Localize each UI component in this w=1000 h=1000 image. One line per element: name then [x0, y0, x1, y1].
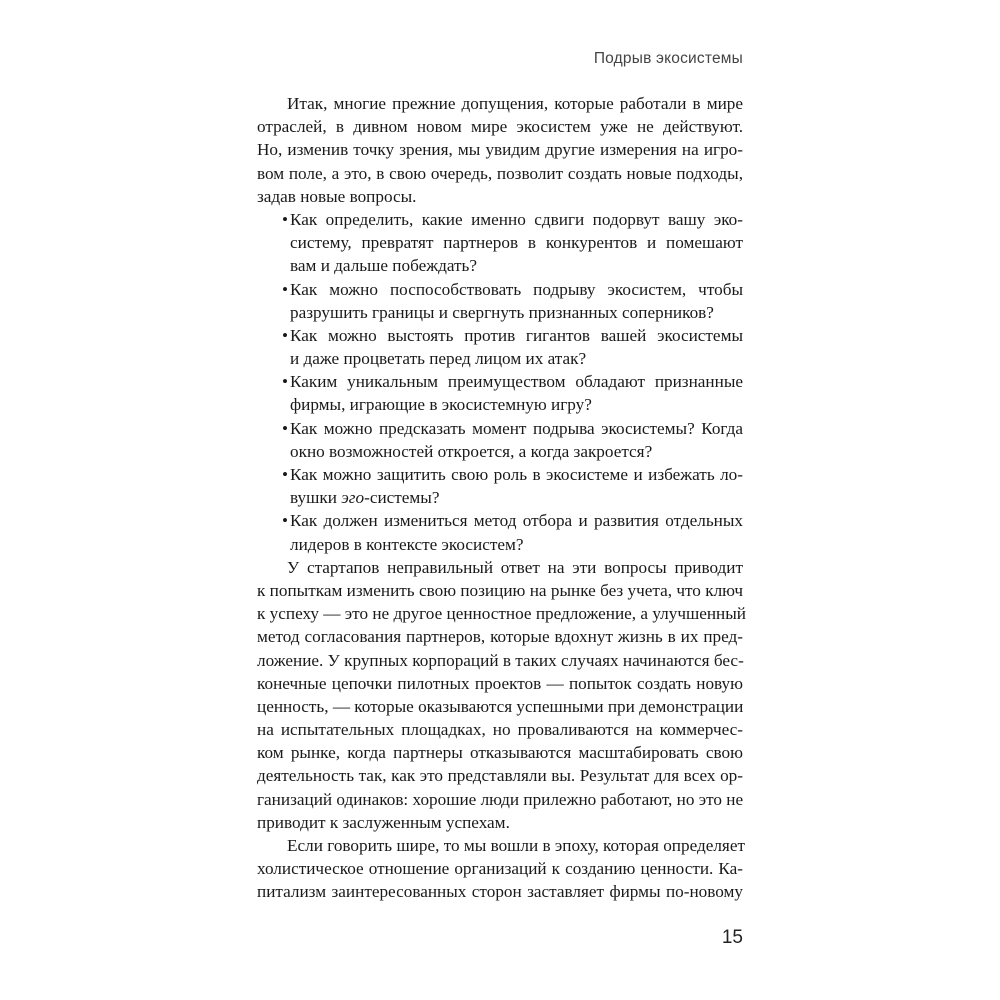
list-item-text: Как можно выстоять против гигантов вашей экосистемы	[290, 325, 743, 345]
list-item	[257, 208, 743, 278]
list-item-text: Как можно предсказать момент подрыва экосистемы? Когда	[290, 418, 743, 438]
list-item	[257, 278, 743, 324]
list-item-text: окно возможностей откроется, а когда закроется?	[290, 441, 653, 461]
text-line: холистическое отношение организаций к созданию ценности. Ка-	[257, 859, 743, 879]
text-line: ком рынке, когда партнеры отказываются масштабировать свою	[257, 743, 743, 763]
paragraph-broader	[257, 834, 743, 904]
text-line: Но, изменив точку зрения, мы увидим другие измерения на игро-	[257, 140, 743, 160]
text-line: ганизаций одинаков: хорошие люди прилежно работают, но это не	[257, 789, 744, 809]
text-line: приводит к заслуженным успехам.	[257, 812, 510, 832]
text-line: ценность, — которые оказываются успешными при демонстрации	[257, 696, 744, 716]
list-item-text: лидеров в контексте экосистем?	[290, 534, 524, 554]
question-list	[257, 208, 743, 556]
page-body	[257, 92, 746, 904]
text-line: к успеху — это не другое ценностное предложение, а улучшенный	[257, 604, 746, 624]
list-item-text: разрушить границы и свергнуть признанных соперников?	[290, 302, 714, 322]
list-item	[257, 509, 743, 555]
text-line: Если говорить шире, то мы вошли в эпоху, которая определяет	[287, 836, 745, 855]
text-line: деятельность так, как это представляли вы. Результат для всех ор-	[257, 766, 743, 786]
text-line: задав новые вопросы.	[257, 186, 417, 206]
text-line: У стартапов неправильный ответ на эти вопросы приводит	[287, 557, 743, 577]
list-item-text: Как определить, какие именно сдвиги подорвут вашу эко-	[290, 209, 743, 229]
text-line: ложение. У крупных корпораций в таких случаях начинаются бес-	[257, 650, 744, 670]
text-line: метод согласования партнеров, которые вдохнут жизнь в их пред-	[257, 627, 743, 647]
italic-word: эго	[341, 488, 365, 508]
text-line: к попыткам изменить свою позицию на рынке без учета, что ключ	[257, 580, 743, 600]
list-item-text: вушки	[290, 488, 342, 508]
text-line: питализм заинтересованных сторон заставляет фирмы по-новому	[257, 882, 743, 902]
list-item	[257, 463, 743, 509]
list-item-text: и даже процветать перед лицом их атак?	[290, 349, 587, 369]
paragraph-startups	[257, 556, 746, 834]
text-line: вом поле, а это, в свою очередь, позволит создать новые подходы,	[257, 163, 743, 183]
list-item	[257, 324, 743, 370]
list-item-text: Как можно поспособствовать подрыву экосистем, чтобы	[290, 279, 743, 299]
text-line: отраслей, в дивном новом мире экосистем уже не действуют.	[257, 117, 743, 137]
list-item-text: -системы?	[364, 488, 440, 508]
text-line: конечные цепочки пилотных проектов — попыток создать новую	[257, 673, 743, 693]
running-head: Подрыв экосистемы	[593, 50, 743, 67]
page-number: 15	[721, 927, 743, 948]
list-item	[257, 370, 743, 416]
list-item-text: вам и дальше побеждать?	[290, 256, 478, 276]
list-item-text: Как должен измениться метод отбора и развития отдельных	[290, 511, 743, 531]
list-item-text: Каким уникальным преимуществом обладают признанные	[290, 372, 743, 392]
list-item	[257, 417, 743, 463]
list-item-text: Как можно защитить свою роль в экосистеме и избежать ло-	[290, 465, 743, 484]
list-item-text: фирмы, играющие в экосистемную игру?	[290, 395, 592, 415]
text-line: на испытательных площадках, но проваливаются на коммерчес-	[257, 720, 743, 740]
text-line: Итак, многие прежние допущения, которые работали в мире	[287, 94, 743, 113]
paragraph-intro	[257, 92, 743, 208]
list-item-text: систему, превратят партнеров в конкурентов и помешают	[290, 233, 743, 253]
